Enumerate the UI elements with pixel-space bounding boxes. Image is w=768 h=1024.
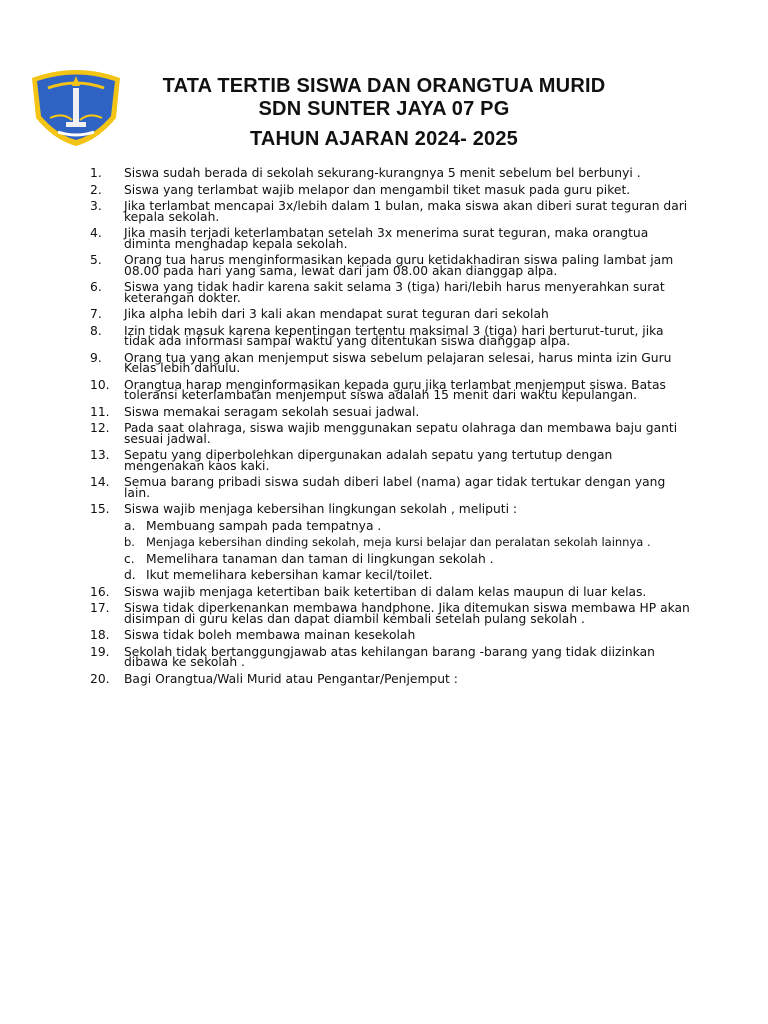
list-item: 5. Orang tua harus menginformasikan kepada guru ketidakhadiran siswa paling lambat jam 08.00 pada hari yang sama, lewat dari jam 08.00 akan dianggap alpa. — [90, 253, 674, 278]
list-item: 16. Siswa wajib menjaga ketertiban baik ketertiban di dalam kelas maupun di luar kelas. — [90, 584, 647, 599]
sub-list-item: d. Ikut memelihara kebersihan kamar kecil/toilet. — [124, 568, 433, 582]
sub-list-item: b. Menjaga kebersihan dinding sekolah, meja kursi belajar dan peralatan sekolah lainnya . — [124, 535, 651, 549]
list-item: 11. Siswa memakai seragam sekolah sesuai jadwal. — [90, 404, 420, 419]
school-year: TAHUN AJARAN 2024- 2025 — [249, 128, 519, 150]
list-item: 10. Orangtua harap menginformasikan kepada guru jika terlambat menjemput siswa. Batas toleransi keterlambatan menjemput siswa adalah 15 menit dari waktu kepulangan. — [90, 377, 666, 402]
list-item: 3. Jika terlambat mencapai 3x/lebih dalam 1 bulan, maka siswa akan diberi surat teguran dari kepala sekolah. — [90, 199, 688, 224]
list-item: 8. Izin tidak masuk karena kepentingan tertentu maksimal 3 (tiga) hari berturut-turut, jika tidak ada informasi sampai waktu yang ditentukan siswa dianggap alpa. — [90, 323, 664, 348]
list-item: 19. Sekolah tidak bertanggungjawab atas kehilangan barang -barang yang tidak diizinkan dibawa ke sekolah . — [90, 644, 655, 669]
list-item: 20. Bagi Orangtua/Wali Murid atau Pengantar/Penjemput : — [90, 671, 458, 686]
rules-list — [90, 168, 690, 690]
list-item: 12. Pada saat olahraga, siswa wajib menggunakan sepatu olahraga dan membawa baju ganti sesuai jadwal. — [90, 421, 678, 446]
list-item: 1. Siswa sudah berada di sekolah sekurang-kurangnya 5 menit sebelum bel berbunyi . — [90, 166, 641, 180]
list-item: 7. Jika alpha lebih dari 3 kali akan mendapat surat teguran dari sekolah — [90, 307, 549, 321]
list-item: 6. Siswa yang tidak hadir karena sakit selama 3 (tiga) hari/lebih harus menyerahkan surat keterangan dokter. — [90, 280, 665, 305]
list-item: 18. Siswa tidak boleh membawa mainan kesekolah — [90, 628, 416, 642]
list-item: 17. Siswa tidak diperkenankan membawa handphone. Jika ditemukan siswa membawa HP akan disimpan di guru kelas dan dapat diambil kembali setelah pulang sekolah . — [90, 601, 690, 626]
sub-list-item: a. Membuang sampah pada tempatnya . — [124, 518, 382, 533]
list-item: 4. Jika masih terjadi keterlambatan setelah 3x menerima surat teguran, maka orangtua diminta menghadap kepala sekolah. — [90, 226, 649, 251]
sub-list-item: c. Memelihara tanaman dan taman di lingkungan sekolah . — [124, 551, 494, 566]
list-item: 13. Sepatu yang diperbolehkan dipergunakan adalah sepatu yang tertutup dengan mengenakan kaos kaki. — [90, 448, 613, 473]
school-name: SDN SUNTER JAYA 07 PG — [258, 98, 510, 120]
list-item: 14. Semua barang pribadi siswa sudah diberi label (nama) agar tidak tertukar dengan yang lain. — [90, 475, 666, 500]
list-item: 15. Siswa wajib menjaga kebersihan lingkungan sekolah , meliputi : — [90, 502, 518, 516]
document-title: TATA TERTIB SISWA DAN ORANGTUA MURID — [162, 75, 606, 97]
list-item: 9. Orang tua yang akan menjemput siswa sebelum pelajaran selesai, harus minta izin Guru Kelas lebih dahulu. — [90, 350, 672, 375]
list-item: 2. Siswa yang terlambat wajib melapor dan mengambil tiket masuk pada guru piket. — [90, 182, 631, 197]
